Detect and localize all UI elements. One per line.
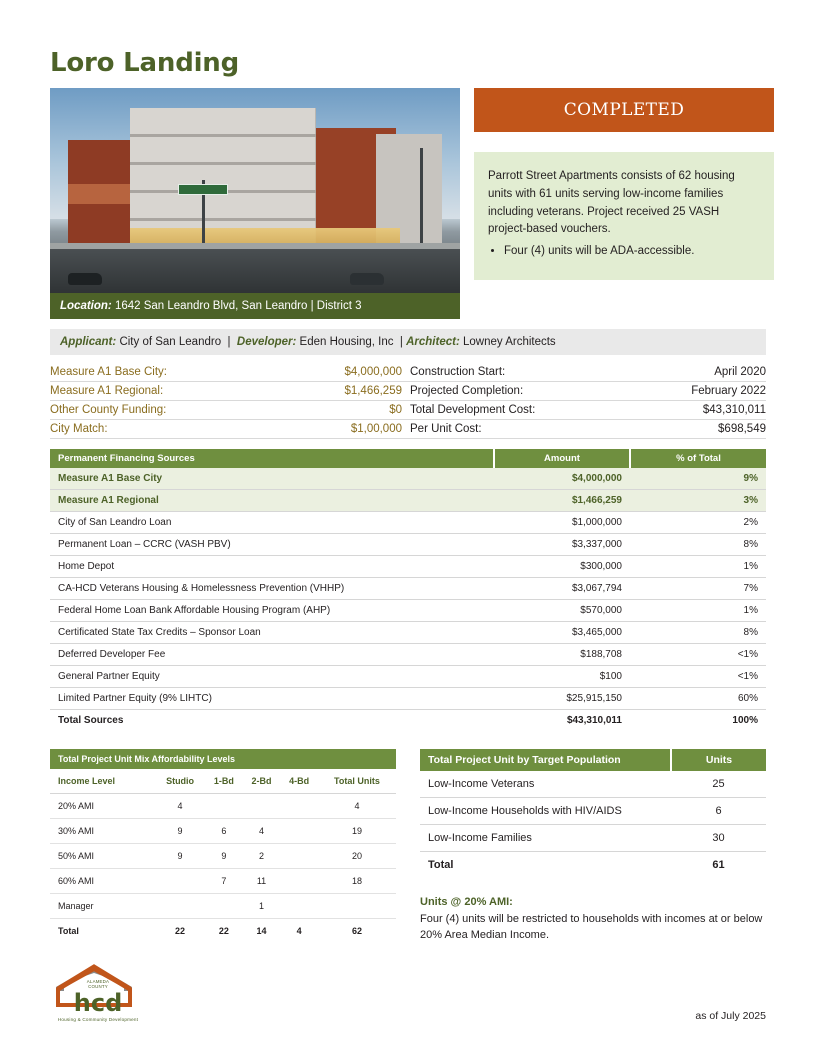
total-studio: 22 bbox=[155, 919, 205, 944]
studio bbox=[155, 894, 205, 919]
page-footer bbox=[50, 961, 766, 1022]
col-total-units: Total Units bbox=[318, 769, 396, 794]
status-column bbox=[474, 88, 774, 280]
table-row bbox=[50, 622, 766, 644]
total-1bd: 22 bbox=[205, 919, 243, 944]
summary-label: Per Unit Cost: bbox=[410, 423, 482, 435]
applicant-value: City of San Leandro bbox=[119, 336, 222, 348]
total-label: Total bbox=[420, 852, 671, 879]
source-name: Measure A1 Base City bbox=[50, 468, 494, 490]
target-population-table bbox=[420, 749, 766, 878]
population-name: Low-Income Veterans bbox=[420, 771, 671, 798]
car bbox=[68, 273, 102, 285]
col-studio: Studio bbox=[155, 769, 205, 794]
table-row bbox=[50, 666, 766, 688]
as-of-date: as of July 2025 bbox=[695, 1010, 766, 1022]
separator-1: | bbox=[224, 336, 234, 348]
col-source: Permanent Financing Sources bbox=[50, 449, 494, 468]
studio bbox=[155, 869, 205, 894]
funding-summary-left bbox=[50, 363, 402, 439]
table-row bbox=[50, 600, 766, 622]
population-units: 6 bbox=[671, 798, 766, 825]
street-sign bbox=[178, 184, 228, 195]
summary-value: $1,00,000 bbox=[350, 423, 402, 435]
table-row bbox=[50, 534, 766, 556]
table-header-row bbox=[50, 449, 766, 468]
list-item: • Four (4) units will be ADA-accessible. bbox=[504, 243, 760, 261]
bd1: 6 bbox=[205, 819, 243, 844]
source-name: Measure A1 Regional bbox=[50, 490, 494, 512]
source-amount: $25,915,150 bbox=[494, 688, 630, 710]
source-amount: $1,000,000 bbox=[494, 512, 630, 534]
bd1 bbox=[205, 794, 243, 819]
building-photo bbox=[50, 88, 460, 293]
table-header-row bbox=[420, 749, 766, 771]
income-level: 60% AMI bbox=[50, 869, 155, 894]
population-name: Low-Income Families bbox=[420, 825, 671, 852]
source-name: Federal Home Loan Bank Affordable Housing Program (AHP) bbox=[50, 600, 494, 622]
location-value: 1642 San Leandro Blvd, San Leandro | District 3 bbox=[114, 300, 362, 312]
col-4bd: 4-Bd bbox=[280, 769, 318, 794]
table-row bbox=[50, 644, 766, 666]
population-units: 30 bbox=[671, 825, 766, 852]
bd4 bbox=[280, 844, 318, 869]
logo-top-line-2: COUNTY bbox=[88, 984, 108, 989]
summary-value: $698,549 bbox=[718, 423, 766, 435]
summary-row bbox=[402, 420, 766, 439]
bd4 bbox=[280, 819, 318, 844]
street bbox=[50, 249, 460, 293]
studio: 9 bbox=[155, 844, 205, 869]
col-amount: Amount bbox=[494, 449, 630, 468]
photo-column bbox=[50, 88, 460, 319]
summary-row bbox=[50, 382, 402, 401]
table-row bbox=[50, 819, 396, 844]
status-badge: COMPLETED bbox=[474, 88, 774, 132]
table-row bbox=[420, 825, 766, 852]
summary-value: $4,000,000 bbox=[344, 366, 402, 378]
summary-value: February 2022 bbox=[691, 385, 766, 397]
row-total bbox=[318, 894, 396, 919]
bd2 bbox=[243, 794, 281, 819]
location-label: Location: bbox=[60, 300, 112, 312]
bd2: 2 bbox=[243, 844, 281, 869]
bottom-section bbox=[50, 749, 766, 944]
table-row bbox=[50, 556, 766, 578]
total-amount: $43,310,011 bbox=[494, 710, 630, 732]
source-percent: 3% bbox=[630, 490, 766, 512]
row-total: 20 bbox=[318, 844, 396, 869]
table-row bbox=[50, 468, 766, 490]
table-row bbox=[420, 771, 766, 798]
summary-label: Measure A1 Base City: bbox=[50, 366, 167, 378]
grand-total: 62 bbox=[318, 919, 396, 944]
table-row bbox=[50, 894, 396, 919]
total-label: Total Sources bbox=[50, 710, 494, 732]
table-total-row bbox=[50, 919, 396, 944]
row-total: 4 bbox=[318, 794, 396, 819]
studio: 4 bbox=[155, 794, 205, 819]
population-name: Low-Income Households with HIV/AIDS bbox=[420, 798, 671, 825]
total-label: Total bbox=[50, 919, 155, 944]
bd2: 1 bbox=[243, 894, 281, 919]
income-level: Manager bbox=[50, 894, 155, 919]
source-percent: 8% bbox=[630, 534, 766, 556]
separator-2: | bbox=[396, 336, 403, 348]
source-amount: $3,465,000 bbox=[494, 622, 630, 644]
source-amount: $570,000 bbox=[494, 600, 630, 622]
team-bar bbox=[50, 329, 766, 355]
table-row bbox=[420, 798, 766, 825]
summary-value: $1,466,259 bbox=[344, 385, 402, 397]
logo-top-line: ALAMEDA bbox=[86, 979, 110, 984]
summary-label: City Match: bbox=[50, 423, 108, 435]
top-section bbox=[50, 88, 766, 319]
summary-row bbox=[50, 401, 402, 420]
summary-label: Projected Completion: bbox=[410, 385, 524, 397]
source-amount: $3,067,794 bbox=[494, 578, 630, 600]
source-name: Certificated State Tax Credits – Sponsor Loan bbox=[50, 622, 494, 644]
source-amount: $300,000 bbox=[494, 556, 630, 578]
source-amount: $100 bbox=[494, 666, 630, 688]
location-bar bbox=[50, 293, 460, 319]
col-1bd: 1-Bd bbox=[205, 769, 243, 794]
unit-mix-title: Total Project Unit Mix Affordability Levels bbox=[50, 749, 396, 769]
bd1: 7 bbox=[205, 869, 243, 894]
summary-label: Other County Funding: bbox=[50, 404, 167, 416]
population-units: 25 bbox=[671, 771, 766, 798]
source-percent: 60% bbox=[630, 688, 766, 710]
bd1 bbox=[205, 894, 243, 919]
bd2: 4 bbox=[243, 819, 281, 844]
source-name: Deferred Developer Fee bbox=[50, 644, 494, 666]
total-percent: 100% bbox=[630, 710, 766, 732]
finance-summary bbox=[50, 363, 766, 439]
summary-row bbox=[402, 363, 766, 382]
source-percent: 9% bbox=[630, 468, 766, 490]
logo-text: hcd bbox=[73, 989, 123, 1017]
source-name: Permanent Loan – CCRC (VASH PBV) bbox=[50, 534, 494, 556]
col-income-level: Income Level bbox=[50, 769, 155, 794]
row-total: 18 bbox=[318, 869, 396, 894]
income-level: 30% AMI bbox=[50, 819, 155, 844]
source-percent: 8% bbox=[630, 622, 766, 644]
summary-value: $43,310,011 bbox=[702, 404, 766, 416]
source-amount: $3,337,000 bbox=[494, 534, 630, 556]
summary-label: Total Development Cost: bbox=[410, 404, 536, 416]
summary-value: April 2020 bbox=[714, 366, 766, 378]
table-total-row bbox=[420, 852, 766, 879]
source-amount: $1,466,259 bbox=[494, 490, 630, 512]
source-percent: <1% bbox=[630, 644, 766, 666]
table-row bbox=[50, 869, 396, 894]
income-level: 50% AMI bbox=[50, 844, 155, 869]
source-name: City of San Leandro Loan bbox=[50, 512, 494, 534]
table-total-row bbox=[50, 710, 766, 732]
col-units: Units bbox=[671, 749, 766, 771]
income-level: 20% AMI bbox=[50, 794, 155, 819]
description-text: Parrott Street Apartments consists of 62 housing units with 61 units serving low-income families including veterans. Project received 25 VASH project-based vouchers. bbox=[488, 170, 735, 236]
table-row bbox=[50, 844, 396, 869]
architect-value: Lowney Architects bbox=[463, 336, 556, 348]
source-percent: 1% bbox=[630, 556, 766, 578]
table-row bbox=[50, 490, 766, 512]
summary-value: $0 bbox=[389, 404, 402, 416]
col-2bd: 2-Bd bbox=[243, 769, 281, 794]
architect-label: Architect: bbox=[406, 336, 460, 348]
target-population-section bbox=[420, 749, 766, 944]
summary-row bbox=[402, 401, 766, 420]
ami-note-text: Four (4) units will be restricted to households with incomes at or below 20% Area Median Income. bbox=[420, 912, 763, 941]
source-percent: 2% bbox=[630, 512, 766, 534]
bd4 bbox=[280, 794, 318, 819]
utility-pole bbox=[420, 148, 423, 254]
table-row bbox=[50, 688, 766, 710]
source-percent: <1% bbox=[630, 666, 766, 688]
source-percent: 1% bbox=[630, 600, 766, 622]
total-4bd: 4 bbox=[280, 919, 318, 944]
unit-mix-table bbox=[50, 749, 396, 944]
table-row bbox=[50, 794, 396, 819]
summary-label: Construction Start: bbox=[410, 366, 506, 378]
bd1: 9 bbox=[205, 844, 243, 869]
source-amount: $188,708 bbox=[494, 644, 630, 666]
ami-note-title: Units @ 20% AMI: bbox=[420, 896, 513, 908]
source-amount: $4,000,000 bbox=[494, 468, 630, 490]
col-population: Total Project Unit by Target Population bbox=[420, 749, 671, 771]
summary-row bbox=[402, 382, 766, 401]
ami-note bbox=[420, 894, 766, 944]
studio: 9 bbox=[155, 819, 205, 844]
developer-label: Developer: bbox=[236, 336, 297, 348]
bd4 bbox=[280, 894, 318, 919]
table-header-row bbox=[50, 769, 396, 794]
description-bullets bbox=[488, 243, 760, 261]
source-name: CA-HCD Veterans Housing & Homelessness Prevention (VHHP) bbox=[50, 578, 494, 600]
table-row bbox=[50, 512, 766, 534]
table-row bbox=[50, 578, 766, 600]
logo-caption: Housing & Community Development bbox=[57, 1017, 139, 1022]
permanent-financing-table bbox=[50, 449, 766, 731]
schedule-summary-right bbox=[402, 363, 766, 439]
total-units: 61 bbox=[671, 852, 766, 879]
source-name: General Partner Equity bbox=[50, 666, 494, 688]
source-name: Limited Partner Equity (9% LIHTC) bbox=[50, 688, 494, 710]
bd2: 11 bbox=[243, 869, 281, 894]
summary-label: Measure A1 Regional: bbox=[50, 385, 164, 397]
source-percent: 7% bbox=[630, 578, 766, 600]
source-name: Home Depot bbox=[50, 556, 494, 578]
project-description bbox=[474, 152, 774, 280]
page-title: Loro Landing bbox=[50, 48, 240, 78]
applicant-label: Applicant: bbox=[60, 336, 117, 348]
summary-row bbox=[50, 363, 402, 382]
building-left-accent bbox=[68, 184, 134, 204]
car bbox=[350, 273, 384, 285]
bd4 bbox=[280, 869, 318, 894]
summary-row bbox=[50, 420, 402, 439]
col-percent: % of Total bbox=[630, 449, 766, 468]
developer-value: Eden Housing, Inc bbox=[299, 336, 394, 348]
row-total: 19 bbox=[318, 819, 396, 844]
hcd-logo bbox=[50, 961, 146, 1022]
total-2bd: 14 bbox=[243, 919, 281, 944]
